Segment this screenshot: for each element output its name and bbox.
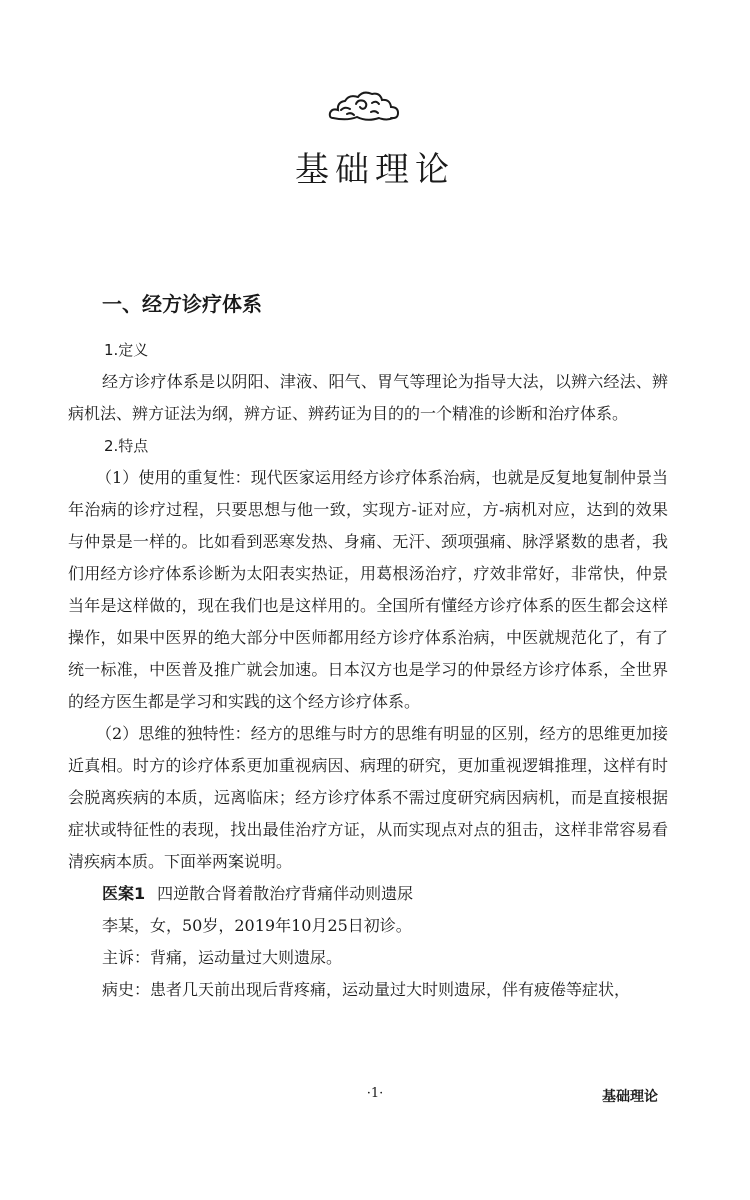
case-label: 医案1: [102, 884, 146, 903]
chapter-title: 基础理论: [295, 150, 455, 190]
section-heading: 一、经方诊疗体系: [102, 292, 262, 316]
case-history: 病史：患者几天前出现后背疼痛，运动量过大时则遗尿，伴有疲倦等症状，: [102, 980, 631, 999]
cloud-ornament-icon: [327, 88, 403, 128]
page-body: [68, 288, 668, 1006]
feature-1-paragraph: （1）使用的重复性：现代医家运用经方诊疗体系治病，也就是反复地复制仲景当年治病的诊疗过程，只要思想与他一致，实现方-证对应，方-病机对应，达到的效果与仲景是一样的。比如看到恶寒发热、身痛、无汗、颈项强痛、脉浮紧数的患者，我们用经方诊疗体系诊断为太阳表实热证，用葛根汤治疗，疗效非常好，非常快，仲景当年是这样做的，现在我们也是这样用的。全国所有懂经方诊疗体系的医生都会这样操作，如果中医界的绝大部分中医师都用经方诊疗体系治病，中医就规范化了，有了统一标准，中医普及推广就会加速。日本汉方也是学习的仲景经方诊疗体系，全世界的经方医生都是学习和实践的这个经方诊疗体系。: [68, 468, 668, 711]
case-patient: 李某，女，50岁，2019年10月25日初诊。: [102, 916, 412, 935]
case-complaint: 主诉：背痛，运动量过大则遗尿。: [102, 948, 343, 967]
case-heading: [102, 878, 668, 910]
definition-heading: 1.定义: [104, 341, 149, 359]
page-number: ·1·: [366, 1086, 384, 1101]
features-heading: 2.特点: [104, 437, 149, 455]
case-title: 四逆散合肾着散治疗背痛伴动则遗尿: [157, 884, 414, 903]
feature-2-paragraph: （2）思维的独特性：经方的思维与时方的思维有明显的区别，经方的思维更加接近真相。时方的诊疗体系更加重视病因、病理的研究，更加重视逻辑推理，这样有时会脱离疾病的本质，远离临床；经方诊疗体系不需过度研究病因病机，而是直接根据症状或特征性的表现，找出最佳治疗方证，从而实现点对点的狙击，这样非常容易看清疾病本质。下面举两案说明。: [68, 724, 668, 871]
running-title: 基础理论: [602, 1089, 658, 1105]
definition-paragraph: 经方诊疗体系是以阴阳、津液、阳气、胃气等理论为指导大法，以辨六经法、辨病机法、辨方证法为纲，辨方证、辨药证为目的的一个精准的诊断和治疗体系。: [68, 372, 668, 423]
